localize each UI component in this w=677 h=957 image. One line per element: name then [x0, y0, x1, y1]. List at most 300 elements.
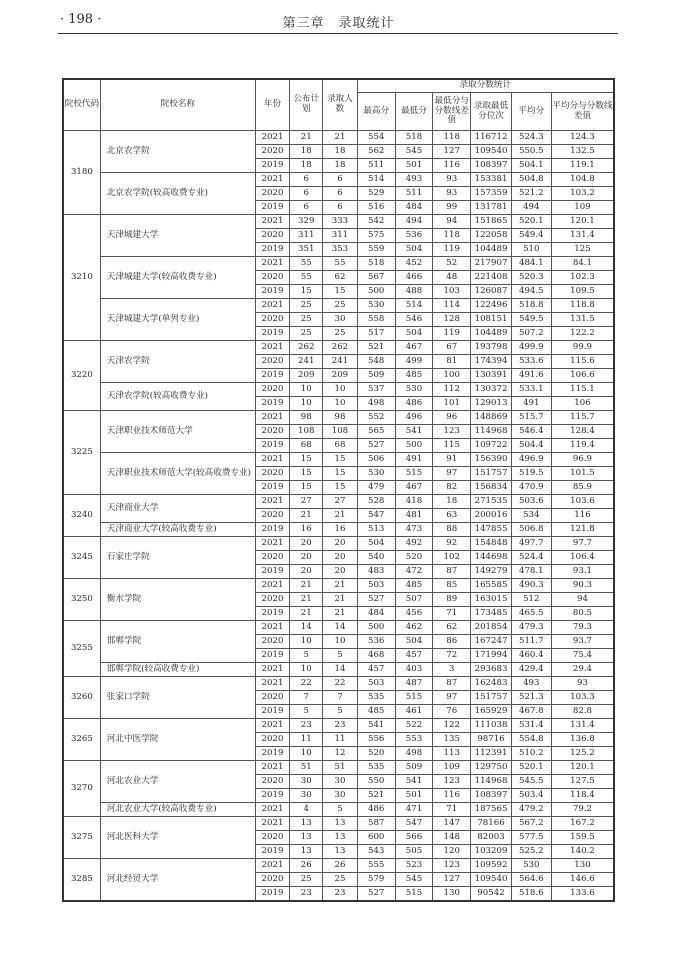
cell-year: 2020: [255, 313, 289, 327]
cell-min-diff: 147: [433, 817, 471, 831]
school-name: 天津农学院: [100, 341, 255, 383]
cell-year: 2019: [255, 649, 289, 663]
cell-avg-diff: 132.5: [551, 145, 614, 159]
cell-year: 2019: [255, 285, 289, 299]
cell-avg-diff: 103.2: [551, 187, 614, 201]
cell-year: 2019: [255, 397, 289, 411]
cell-enrolled: 14: [323, 663, 357, 677]
cell-avg-diff: 146.6: [551, 873, 614, 887]
cell-plan: 13: [290, 817, 323, 831]
cell-min-diff: 127: [433, 873, 471, 887]
cell-min-score: 523: [395, 859, 432, 873]
cell-year: 2020: [255, 187, 289, 201]
cell-avg-score: 460.4: [511, 649, 551, 663]
cell-max-score: 565: [357, 425, 395, 439]
table-row: [63, 383, 614, 397]
cell-max-score: 543: [357, 845, 395, 859]
cell-min-diff: 116: [433, 159, 471, 173]
cell-min-score: 452: [395, 257, 432, 271]
cell-min-rank: 116712: [471, 131, 511, 145]
cell-min-diff: 52: [433, 257, 471, 271]
cell-avg-diff: 90.3: [551, 579, 614, 593]
cell-year: 2021: [255, 761, 289, 775]
cell-year: 2021: [255, 803, 289, 817]
cell-min-rank: 151757: [471, 691, 511, 705]
cell-avg-score: 504.8: [511, 173, 551, 187]
cell-max-score: 535: [357, 691, 395, 705]
cell-min-diff: 91: [433, 453, 471, 467]
admission-statistics-table: [62, 78, 615, 902]
cell-avg-diff: 97.7: [551, 537, 614, 551]
cell-min-score: 487: [395, 677, 432, 691]
cell-avg-score: 511.7: [511, 635, 551, 649]
cell-min-rank: 201854: [471, 621, 511, 635]
cell-max-score: 567: [357, 271, 395, 285]
cell-min-rank: 103209: [471, 845, 511, 859]
cell-enrolled: 23: [323, 887, 357, 902]
cell-plan: 20: [290, 537, 323, 551]
table-row: [63, 621, 614, 635]
school-name: 石家庄学院: [100, 537, 255, 579]
cell-plan: 14: [290, 621, 323, 635]
cell-min-rank: 122496: [471, 299, 511, 313]
cell-plan: 26: [290, 859, 323, 873]
cell-min-diff: 99: [433, 201, 471, 215]
cell-avg-score: 493: [511, 677, 551, 691]
cell-max-score: 575: [357, 229, 395, 243]
cell-plan: 55: [290, 257, 323, 271]
cell-enrolled: 353: [323, 243, 357, 257]
cell-year: 2020: [255, 383, 289, 397]
header-code: 院校代码: [63, 79, 100, 131]
cell-avg-score: 520.1: [511, 215, 551, 229]
school-name: 北京农学院: [100, 131, 255, 173]
cell-enrolled: 21: [323, 131, 357, 145]
school-name: 邯郸学院(较高收费专业): [100, 663, 255, 677]
cell-enrolled: 10: [323, 397, 357, 411]
cell-plan: 68: [290, 439, 323, 453]
header-plan: 公布计划: [290, 79, 323, 131]
cell-enrolled: 30: [323, 789, 357, 803]
cell-max-score: 558: [357, 313, 395, 327]
cell-min-score: 505: [395, 845, 432, 859]
cell-year: 2021: [255, 411, 289, 425]
cell-plan: 25: [290, 313, 323, 327]
cell-min-diff: 94: [433, 215, 471, 229]
cell-min-rank: 193798: [471, 341, 511, 355]
cell-avg-score: 510.2: [511, 747, 551, 761]
cell-min-diff: 89: [433, 593, 471, 607]
cell-min-diff: 93: [433, 173, 471, 187]
cell-max-score: 540: [357, 551, 395, 565]
cell-min-score: 467: [395, 341, 432, 355]
table-row: [63, 495, 614, 509]
cell-year: 2021: [255, 663, 289, 677]
cell-enrolled: 6: [323, 201, 357, 215]
cell-plan: 311: [290, 229, 323, 243]
cell-avg-diff: 131.5: [551, 313, 614, 327]
cell-year: 2020: [255, 425, 289, 439]
cell-plan: 13: [290, 845, 323, 859]
cell-min-rank: 148869: [471, 411, 511, 425]
cell-min-rank: 167247: [471, 635, 511, 649]
cell-year: 2021: [255, 537, 289, 551]
cell-enrolled: 15: [323, 481, 357, 495]
school-name: 河北医科大学: [100, 817, 255, 859]
cell-avg-score: 518.6: [511, 887, 551, 902]
cell-enrolled: 7: [323, 691, 357, 705]
cell-avg-score: 545.5: [511, 775, 551, 789]
cell-year: 2020: [255, 831, 289, 845]
cell-min-diff: 3: [433, 663, 471, 677]
cell-enrolled: 51: [323, 761, 357, 775]
cell-min-score: 481: [395, 509, 432, 523]
cell-max-score: 529: [357, 187, 395, 201]
cell-year: 2021: [255, 621, 289, 635]
cell-min-rank: 151865: [471, 215, 511, 229]
cell-avg-score: 577.5: [511, 831, 551, 845]
cell-plan: 329: [290, 215, 323, 229]
cell-min-diff: 101: [433, 397, 471, 411]
cell-max-score: 535: [357, 761, 395, 775]
cell-min-score: 486: [395, 397, 432, 411]
cell-enrolled: 62: [323, 271, 357, 285]
cell-avg-diff: 99.9: [551, 341, 614, 355]
cell-plan: 241: [290, 355, 323, 369]
cell-plan: 15: [290, 285, 323, 299]
cell-plan: 15: [290, 453, 323, 467]
school-code: 3250: [63, 579, 100, 621]
cell-min-diff: 119: [433, 243, 471, 257]
cell-min-rank: 111038: [471, 719, 511, 733]
cell-plan: 55: [290, 271, 323, 285]
cell-min-diff: 87: [433, 565, 471, 579]
cell-min-diff: 123: [433, 775, 471, 789]
school-code: 3220: [63, 341, 100, 411]
cell-avg-diff: 122.2: [551, 327, 614, 341]
cell-min-rank: 153381: [471, 173, 511, 187]
school-code: 3275: [63, 817, 100, 859]
cell-avg-diff: 119.4: [551, 439, 614, 453]
cell-avg-diff: 115.7: [551, 411, 614, 425]
cell-plan: 209: [290, 369, 323, 383]
cell-year: 2020: [255, 873, 289, 887]
cell-avg-diff: 127.5: [551, 775, 614, 789]
cell-min-diff: 18: [433, 495, 471, 509]
cell-min-score: 485: [395, 369, 432, 383]
cell-avg-diff: 159.5: [551, 831, 614, 845]
cell-avg-diff: 116: [551, 509, 614, 523]
school-name: 衡水学院: [100, 579, 255, 621]
cell-year: 2019: [255, 607, 289, 621]
table-row: [63, 817, 614, 831]
cell-year: 2020: [255, 355, 289, 369]
cell-max-score: 556: [357, 733, 395, 747]
cell-min-score: 473: [395, 523, 432, 537]
cell-max-score: 503: [357, 677, 395, 691]
cell-avg-score: 549.4: [511, 229, 551, 243]
cell-min-rank: 293683: [471, 663, 511, 677]
cell-avg-diff: 84.1: [551, 257, 614, 271]
cell-avg-diff: 80.5: [551, 607, 614, 621]
table-row: [63, 579, 614, 593]
cell-min-score: 488: [395, 285, 432, 299]
cell-min-rank: 149279: [471, 565, 511, 579]
cell-max-score: 485: [357, 705, 395, 719]
cell-avg-score: 567.2: [511, 817, 551, 831]
cell-plan: 351: [290, 243, 323, 257]
cell-avg-diff: 29.4: [551, 663, 614, 677]
cell-min-score: 461: [395, 705, 432, 719]
school-name: 天津商业大学(较高收费专业): [100, 523, 255, 537]
cell-enrolled: 18: [323, 159, 357, 173]
cell-min-rank: 157359: [471, 187, 511, 201]
cell-avg-diff: 101.5: [551, 467, 614, 481]
cell-avg-diff: 131.4: [551, 719, 614, 733]
cell-plan: 10: [290, 663, 323, 677]
cell-min-diff: 109: [433, 761, 471, 775]
cell-enrolled: 14: [323, 621, 357, 635]
cell-year: 2021: [255, 341, 289, 355]
cell-plan: 27: [290, 495, 323, 509]
header-min: 最低分: [395, 93, 432, 131]
cell-min-score: 518: [395, 131, 432, 145]
cell-avg-score: 506.8: [511, 523, 551, 537]
cell-enrolled: 13: [323, 817, 357, 831]
cell-plan: 30: [290, 775, 323, 789]
cell-max-score: 520: [357, 747, 395, 761]
header-avg: 平均分: [511, 93, 551, 131]
cell-min-score: 504: [395, 635, 432, 649]
cell-enrolled: 209: [323, 369, 357, 383]
cell-min-score: 485: [395, 579, 432, 593]
cell-max-score: 550: [357, 775, 395, 789]
cell-min-diff: 87: [433, 677, 471, 691]
cell-avg-diff: 125.2: [551, 747, 614, 761]
cell-plan: 21: [290, 607, 323, 621]
cell-enrolled: 15: [323, 453, 357, 467]
cell-min-diff: 97: [433, 691, 471, 705]
cell-min-score: 547: [395, 817, 432, 831]
cell-enrolled: 23: [323, 719, 357, 733]
cell-enrolled: 6: [323, 187, 357, 201]
cell-enrolled: 13: [323, 831, 357, 845]
cell-avg-score: 533.1: [511, 383, 551, 397]
cell-avg-score: 503.4: [511, 789, 551, 803]
cell-max-score: 530: [357, 299, 395, 313]
cell-plan: 10: [290, 635, 323, 649]
cell-min-rank: 109592: [471, 859, 511, 873]
cell-avg-score: 429.4: [511, 663, 551, 677]
cell-min-score: 509: [395, 761, 432, 775]
cell-min-diff: 120: [433, 845, 471, 859]
cell-max-score: 457: [357, 663, 395, 677]
cell-avg-score: 510: [511, 243, 551, 257]
cell-max-score: 527: [357, 593, 395, 607]
cell-avg-diff: 118.8: [551, 299, 614, 313]
cell-max-score: 600: [357, 831, 395, 845]
cell-min-score: 536: [395, 229, 432, 243]
cell-plan: 30: [290, 789, 323, 803]
cell-min-diff: 103: [433, 285, 471, 299]
cell-min-rank: 151757: [471, 467, 511, 481]
cell-min-diff: 123: [433, 425, 471, 439]
cell-plan: 23: [290, 719, 323, 733]
cell-max-score: 503: [357, 579, 395, 593]
cell-min-score: 515: [395, 691, 432, 705]
cell-min-diff: 82: [433, 481, 471, 495]
cell-plan: 18: [290, 159, 323, 173]
cell-avg-score: 512: [511, 593, 551, 607]
cell-plan: 20: [290, 551, 323, 565]
cell-enrolled: 21: [323, 579, 357, 593]
cell-year: 2021: [255, 495, 289, 509]
table-row: [63, 803, 614, 817]
cell-year: 2021: [255, 859, 289, 873]
cell-min-diff: 76: [433, 705, 471, 719]
cell-avg-diff: 79.2: [551, 803, 614, 817]
table-row: [63, 859, 614, 873]
cell-min-score: 496: [395, 411, 432, 425]
cell-min-diff: 112: [433, 383, 471, 397]
cell-plan: 6: [290, 201, 323, 215]
cell-enrolled: 10: [323, 635, 357, 649]
header-enrolled: 录取人数: [323, 79, 357, 131]
cell-avg-score: 470.9: [511, 481, 551, 495]
cell-min-score: 403: [395, 663, 432, 677]
cell-avg-diff: 115.1: [551, 383, 614, 397]
cell-plan: 21: [290, 131, 323, 145]
cell-min-rank: 174394: [471, 355, 511, 369]
cell-avg-score: 534: [511, 509, 551, 523]
cell-avg-diff: 93.7: [551, 635, 614, 649]
cell-min-rank: 130372: [471, 383, 511, 397]
cell-min-diff: 123: [433, 859, 471, 873]
header-score-stats: 录取分数统计: [357, 79, 614, 93]
cell-min-score: 546: [395, 313, 432, 327]
cell-min-score: 566: [395, 831, 432, 845]
cell-min-diff: 93: [433, 187, 471, 201]
cell-max-score: 537: [357, 383, 395, 397]
cell-plan: 108: [290, 425, 323, 439]
school-code: 3245: [63, 537, 100, 579]
cell-min-diff: 114: [433, 299, 471, 313]
cell-min-rank: 154848: [471, 537, 511, 551]
cell-min-diff: 86: [433, 635, 471, 649]
cell-year: 2020: [255, 775, 289, 789]
cell-enrolled: 6: [323, 173, 357, 187]
header-min-diff: 最低分与分数线差值: [433, 93, 471, 131]
table-row: [63, 215, 614, 229]
cell-max-score: 513: [357, 523, 395, 537]
school-name: 河北经贸大学: [100, 859, 255, 902]
cell-enrolled: 5: [323, 705, 357, 719]
cell-avg-diff: 104.8: [551, 173, 614, 187]
cell-avg-diff: 103.3: [551, 691, 614, 705]
cell-max-score: 486: [357, 803, 395, 817]
cell-max-score: 514: [357, 173, 395, 187]
cell-min-rank: 126087: [471, 285, 511, 299]
cell-plan: 20: [290, 565, 323, 579]
cell-avg-score: 521.3: [511, 691, 551, 705]
cell-avg-score: 504.4: [511, 439, 551, 453]
cell-min-rank: 156834: [471, 481, 511, 495]
cell-avg-score: 520.3: [511, 271, 551, 285]
cell-min-score: 493: [395, 173, 432, 187]
cell-enrolled: 21: [323, 607, 357, 621]
cell-plan: 13: [290, 831, 323, 845]
cell-min-diff: 48: [433, 271, 471, 285]
cell-max-score: 518: [357, 257, 395, 271]
cell-max-score: 468: [357, 649, 395, 663]
cell-min-diff: 113: [433, 747, 471, 761]
cell-plan: 4: [290, 803, 323, 817]
cell-min-score: 504: [395, 327, 432, 341]
cell-min-score: 520: [395, 551, 432, 565]
cell-enrolled: 5: [323, 649, 357, 663]
cell-min-diff: 85: [433, 579, 471, 593]
cell-avg-diff: 118.4: [551, 789, 614, 803]
table-body: [63, 131, 614, 902]
cell-min-score: 492: [395, 537, 432, 551]
cell-year: 2019: [255, 523, 289, 537]
cell-avg-score: 484.1: [511, 257, 551, 271]
cell-max-score: 504: [357, 537, 395, 551]
cell-plan: 5: [290, 649, 323, 663]
cell-year: 2020: [255, 229, 289, 243]
cell-year: 2019: [255, 845, 289, 859]
cell-avg-diff: 115.6: [551, 355, 614, 369]
cell-min-diff: 130: [433, 887, 471, 902]
cell-min-score: 491: [395, 453, 432, 467]
cell-min-rank: 90542: [471, 887, 511, 902]
cell-min-diff: 135: [433, 733, 471, 747]
school-code: 3260: [63, 677, 100, 719]
cell-avg-diff: 103.6: [551, 495, 614, 509]
cell-plan: 21: [290, 593, 323, 607]
cell-avg-score: 550.5: [511, 145, 551, 159]
cell-min-rank: 122058: [471, 229, 511, 243]
cell-min-score: 494: [395, 215, 432, 229]
cell-min-score: 457: [395, 649, 432, 663]
cell-avg-diff: 125: [551, 243, 614, 257]
cell-min-score: 466: [395, 271, 432, 285]
cell-year: 2021: [255, 719, 289, 733]
cell-avg-diff: 79.3: [551, 621, 614, 635]
table-row: [63, 719, 614, 733]
table-row: [63, 663, 614, 677]
cell-min-rank: 109540: [471, 873, 511, 887]
cell-min-score: 484: [395, 201, 432, 215]
cell-plan: 7: [290, 691, 323, 705]
cell-avg-score: 519.5: [511, 467, 551, 481]
cell-min-rank: 165929: [471, 705, 511, 719]
cell-avg-score: 521.2: [511, 187, 551, 201]
cell-max-score: 555: [357, 859, 395, 873]
cell-min-score: 530: [395, 383, 432, 397]
cell-plan: 21: [290, 579, 323, 593]
cell-avg-score: 490.3: [511, 579, 551, 593]
cell-enrolled: 12: [323, 747, 357, 761]
cell-enrolled: 10: [323, 383, 357, 397]
table-row: [63, 453, 614, 467]
cell-avg-diff: 130: [551, 859, 614, 873]
cell-min-score: 511: [395, 187, 432, 201]
cell-plan: 16: [290, 523, 323, 537]
cell-min-score: 541: [395, 425, 432, 439]
school-code: 3240: [63, 495, 100, 537]
cell-min-rank: 108151: [471, 313, 511, 327]
